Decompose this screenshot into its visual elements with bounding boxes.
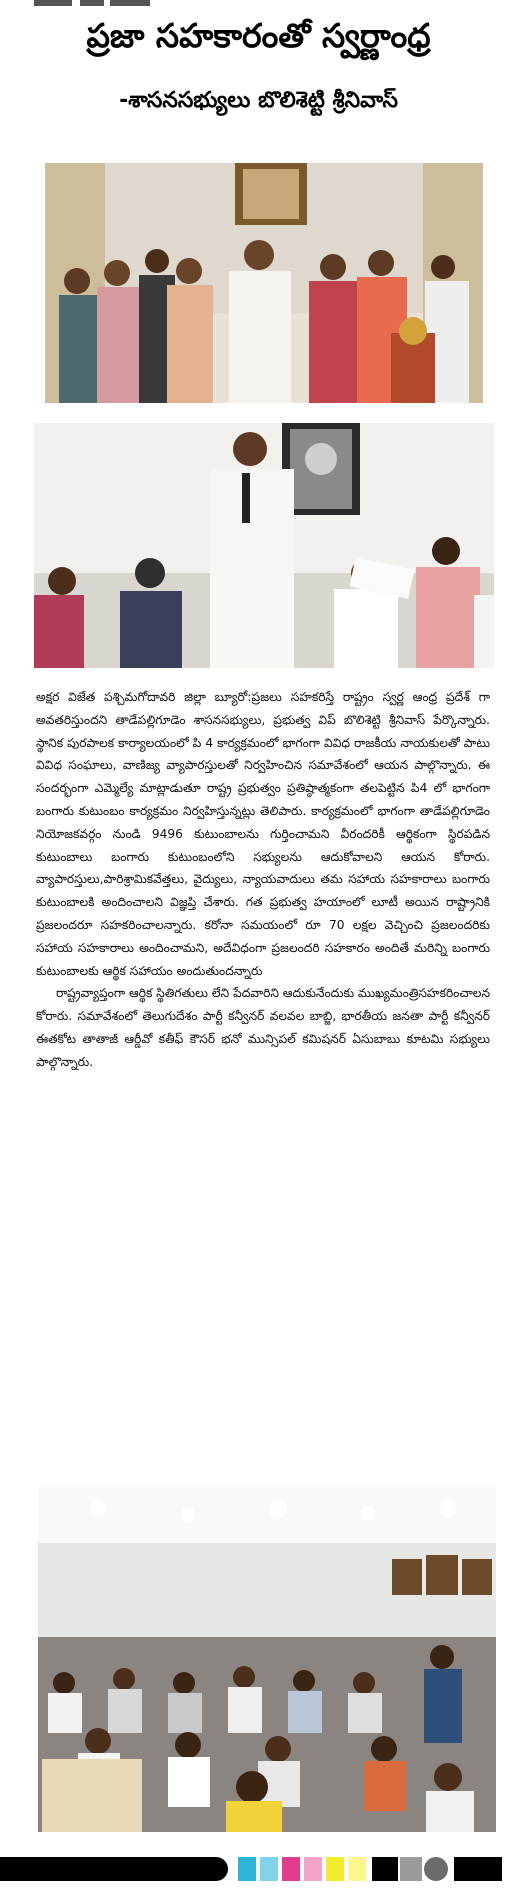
article-subheadline: -శాసనసభ్యులు బొలిశెట్టి శ్రీనివాస్	[119, 88, 398, 113]
print-registration-color-bar	[0, 1857, 517, 1883]
audience-photo	[38, 1487, 496, 1832]
article-paragraph: రాష్ట్రవ్యాప్తంగా ఆర్థిక స్థితిగతులు లేని పేదవారిని ఆదుకునేందుకు ముఖ్యమంత్రిసహకరించాలన కోరారు. సమావేశంలో తెలుగుదేశం పార్టీ కన్వీనర్ వలవల బాబ్జి, భారతీయ జనతా పార్టీ కన్వీనర్ ఈతకోట తాతాజీ ఆర్డీవో కతీఫ్ కౌసర్ భనో మున్సిపల్ కమిషనర్ ఏసుబాబు కూటమి సభ్యులు పాల్గొన్నారు.	[36, 986, 490, 1069]
article-paragraph: అక్షర విజేత పశ్చిమగోదావరి జిల్లా బ్యూరో:ప్రజలు సహకరిస్తే రాష్ట్రం స్వర్ణ ఆంధ్ర ప్రదేశ్ గా అవతరిస్తుందని తాడేపల్లిగూడెం శాసనసభ్యులు, ప్రభుత్వ విప్ బొలిశెట్టి శ్రీనివాస్ పేర్కొన్నారు. స్థానిక పురపాలక కార్యాలయంలో పి 4 కార్యక్రమంలో భాగంగా వివిధ రాజకీయ నాయకులతో పాటు వివిధ సంఘాలు, వాణిజ్య వ్యాపారస్తులతో నిర్వహించిన సమావేశంలో ఆయన పాల్గొన్నారు. ఈ సందర్భంగా ఎమ్మెల్యే మాట్లాడుతూ రాష్ట్ర ప్రభుత్వం ప్రతిష్ఠాత్మకంగా తలపెట్టిన పి4 లో భాగంగా బంగారు కుటుంబం కార్యక్రమం నిర్వహిస్తున్నట్లు తెలిపారు. కార్యక్రమంలో భాగంగా తాడేపల్లిగూడెం నియోజకవర్గం నుండి 9496 కుటుంబాలను గుర్తించామని వీరందరికీ ఆర్థికంగా స్థిరపడిన కుటుంబాలు బంగారు కుటుంబంలోని సభ్యులను ఆదుకోవాలని ఆయన కోరారు. వ్యాపారస్తులు,పారిశ్రామికవేత్తలు, వైద్యులు, న్యాయవాదులు తమ సహాయ సహకారాలు బంగారు కుటుంబాలకి అందించాలని విజ్ఞప్తి చేశారు. గత ప్రభుత్వ హయాంలో లూటీ అయిన రాష్ట్రానికి ప్రజలందరూ సహకరించాలన్నారు. కరోనా సమయంలో రూ 70 లక్షల వెచ్చించి ప్రజలందరికు సహాయ సహకారాలు అందించామని, అదేవిధంగా ప్రజలందరి సహకారం అందితే మరిన్ని బంగారు కుటుంబాలకు ఆర్థిక సహాయం అందుతుందన్నారు	[36, 690, 490, 978]
group-photo	[45, 163, 483, 403]
speaker-photo	[34, 423, 494, 668]
article-headline: ప్రజా సహకారంతో స్వర్ణాంధ్ర	[86, 16, 431, 55]
cropped-masthead-fragment	[34, 0, 154, 9]
article-body	[36, 686, 490, 1074]
